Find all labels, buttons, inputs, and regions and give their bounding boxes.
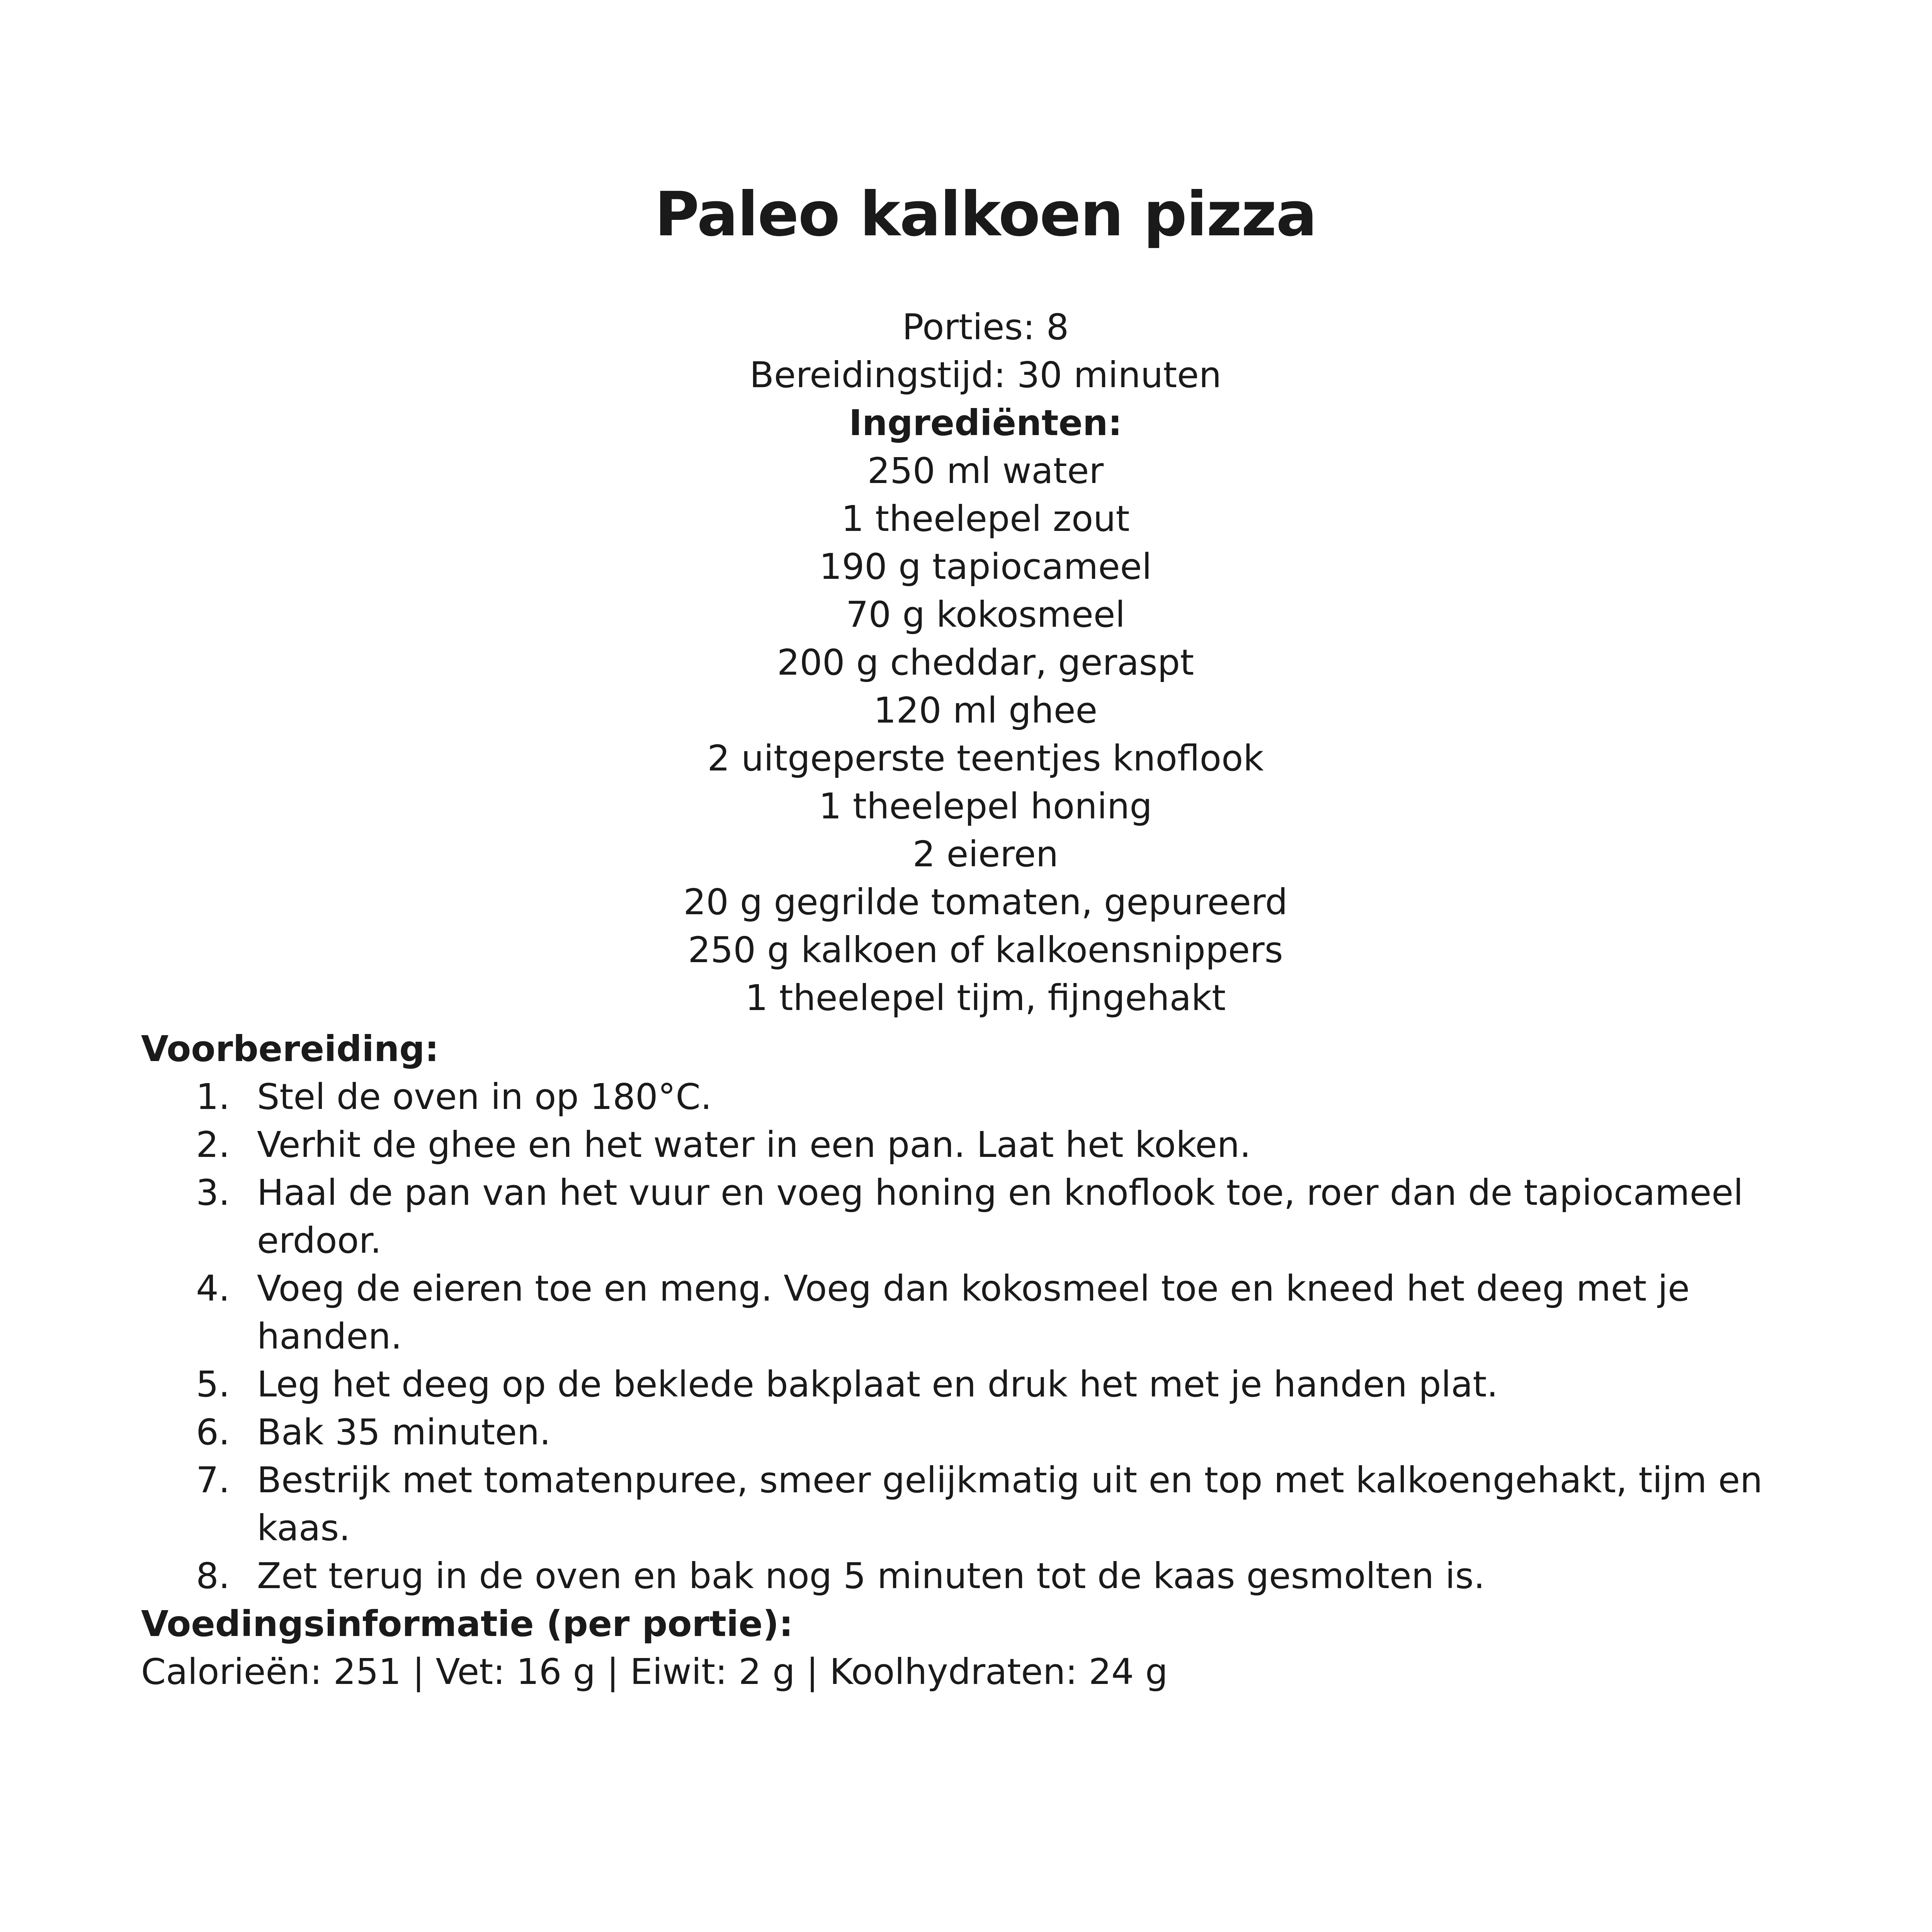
step-number: 7. <box>196 1459 230 1501</box>
ingredient-item: 200 g cheddar, geraspt <box>777 642 1194 683</box>
step-text: Zet terug in de oven en bak nog 5 minuten tot de kaas gesmolten is. <box>257 1555 1485 1597</box>
ingredient-item: 1 theelepel zout <box>841 498 1130 539</box>
ingredient-item: 1 theelepel tijm, fijngehakt <box>745 977 1226 1019</box>
step-number: 5. <box>196 1364 230 1405</box>
ingredient-item: 250 ml water <box>867 450 1104 492</box>
step-number: 3. <box>196 1172 230 1213</box>
step-item <box>141 1456 1803 1552</box>
step-item <box>141 1552 1803 1600</box>
ingredients-heading: Ingrediënten: <box>849 402 1122 444</box>
step-number: 1. <box>196 1076 230 1117</box>
preparation-heading: Voorbereiding: <box>141 1028 439 1070</box>
step-item <box>141 1361 1803 1408</box>
step-number: 8. <box>196 1555 230 1597</box>
ingredient-item: 1 theelepel honing <box>819 786 1152 827</box>
ingredient-item: 190 g tapiocameel <box>819 546 1152 587</box>
ingredient-item: 250 g kalkoen of kalkoensnippers <box>688 929 1283 971</box>
ingredient-item: 20 g gegrilde tomaten, gepureerd <box>683 881 1288 923</box>
step-text: Verhit de ghee en het water in een pan. Laat het koken. <box>257 1124 1251 1165</box>
portions: Porties: 8 <box>902 306 1069 348</box>
ingredient-item: 120 ml ghee <box>873 690 1098 731</box>
step-item <box>141 1169 1803 1265</box>
step-text: Bak 35 minuten. <box>257 1412 551 1453</box>
prep-time: Bereidingstijd: 30 minuten <box>749 354 1222 396</box>
step-text: Stel de oven in op 180°C. <box>257 1076 712 1117</box>
step-text: Leg het deeg op de beklede bakplaat en druk het met je handen plat. <box>257 1364 1498 1405</box>
step-number: 2. <box>196 1124 230 1165</box>
recipe-summary <box>0 303 1932 1022</box>
step-item <box>141 1121 1803 1169</box>
ingredient-item: 2 eieren <box>912 833 1059 875</box>
recipe-instructions <box>141 1025 1841 1696</box>
step-text: Bestrijk met tomatenpuree, smeer gelijkmatig uit en top met kalkoengehakt, tijm en kaas. <box>257 1459 1763 1549</box>
ingredient-item: 2 uitgeperste teentjes knoflook <box>707 738 1264 779</box>
ingredient-item: 70 g kokosmeel <box>846 594 1125 635</box>
recipe-title: Paleo kalkoen pizza <box>655 179 1316 250</box>
step-text: Haal de pan van het vuur en voeg honing en knoflook toe, roer dan de tapiocameel erdoor. <box>257 1172 1743 1261</box>
step-number: 6. <box>196 1412 230 1453</box>
step-text: Voeg de eieren toe en meng. Voeg dan kokosmeel toe en kneed het deeg met je handen. <box>257 1268 1690 1357</box>
step-item <box>141 1073 1803 1121</box>
nutrition-facts: Calorieën: 251 | Vet: 16 g | Eiwit: 2 g | Koolhydraten: 24 g <box>141 1651 1168 1692</box>
preparation-steps <box>141 1073 1841 1600</box>
step-item <box>141 1265 1803 1361</box>
step-number: 4. <box>196 1268 230 1309</box>
step-item <box>141 1408 1803 1456</box>
nutrition-heading: Voedingsinformatie (per portie): <box>141 1603 793 1645</box>
